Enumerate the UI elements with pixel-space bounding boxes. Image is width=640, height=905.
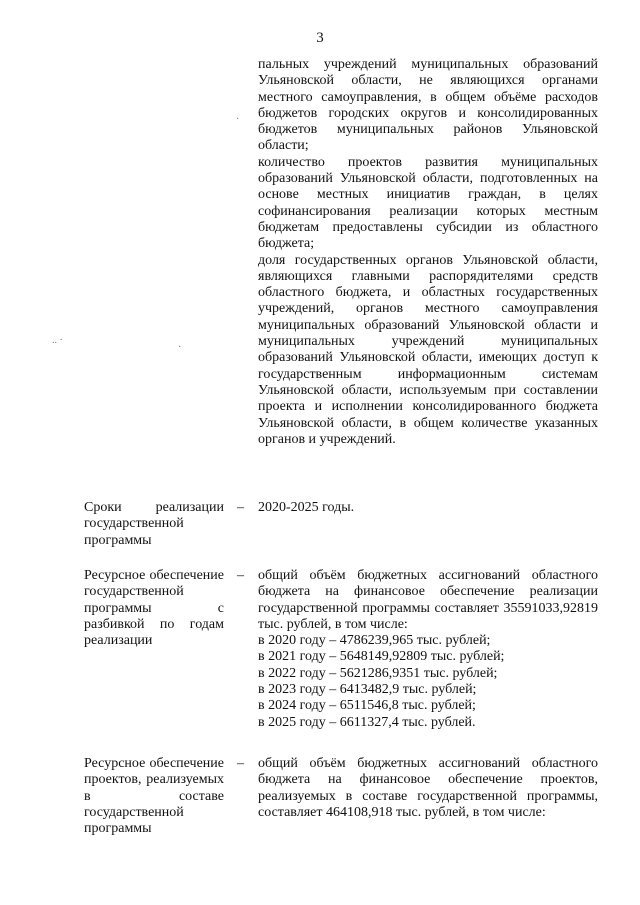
year-2022-line: в 2022 году – 5621286,9351 тыс. рублей; bbox=[258, 665, 498, 681]
scan-mark: · bbox=[236, 114, 240, 125]
intro-paragraph-2: количество проектов развития муниципальных образований Ульяновской области, подготовленных на основе местных инициатив граждан, в целях софинансирования реализации которых местным бюджетам предоставлены субсидии из областного бюджета; bbox=[258, 154, 598, 252]
year-2023-line: в 2023 году – 6413482,9 тыс. рублей; bbox=[258, 682, 477, 698]
terms-dash: – bbox=[237, 500, 244, 515]
intro-paragraph-1: пальных учреждений муниципальных образований Ульяновской области, не являющихся органами местного самоуправления, в общем объёме расходов бюджетов городских округов и консолидированных бюджетов муниципальных районов Ульяновской области; bbox=[258, 57, 598, 154]
terms-label: Сроки реализации государственной программы bbox=[84, 500, 224, 548]
intro-text-block bbox=[258, 57, 598, 448]
page-number: 3 bbox=[316, 30, 324, 46]
terms-value: 2020-2025 годы. bbox=[258, 500, 355, 515]
year-2025-line: в 2025 году – 6611327,4 тыс. рублей. bbox=[258, 714, 476, 730]
projects-value: общий объём бюджетных ассигнований областного бюджета на финансовое обеспечение проектов, реализуемых в составе государственной программы, составляет 464108,918 тыс. рублей, в том числе: bbox=[258, 756, 598, 820]
resources-value bbox=[258, 568, 598, 731]
scan-mark: · bbox=[178, 342, 182, 353]
scan-mark: .. · bbox=[52, 335, 63, 346]
projects-dash: – bbox=[237, 756, 244, 771]
resources-intro: общий объём бюджетных ассигнований областного бюджета на финансовое обеспечение реализации государственной программы составляет 35591033,92819 тыс. рублей, в том числе: bbox=[258, 568, 598, 632]
year-2024-line: в 2024 году – 6511546,8 тыс. рублей; bbox=[258, 698, 476, 714]
year-2020-line: в 2020 году – 4786239,965 тыс. рублей; bbox=[258, 633, 491, 649]
resources-label: Ресурсное обеспечение государственной программы с разбивкой по годам реализации bbox=[84, 568, 224, 649]
year-2021-line: в 2021 году – 5648149,92809 тыс. рублей; bbox=[258, 649, 505, 665]
resources-dash: – bbox=[237, 568, 244, 583]
intro-paragraph-3: доля государственных органов Ульяновской области, являющихся главными распорядителями средств областного бюджета, и областных государственных учреждений, органов местного самоуправления муниципальных образований Ульяновской области и муниципальных учреждений муниципальных образований Ульяновской области, имеющих доступ к государственным информационным системам Ульяновской области, используемым при составлении проекта и исполнении консолидированного бюджета Ульяновской области, в общем количестве указанных органов и учреждений. bbox=[258, 252, 598, 447]
projects-label: Ресурсное обеспечение проектов, реализуемых в составе государственной программы bbox=[84, 756, 224, 837]
